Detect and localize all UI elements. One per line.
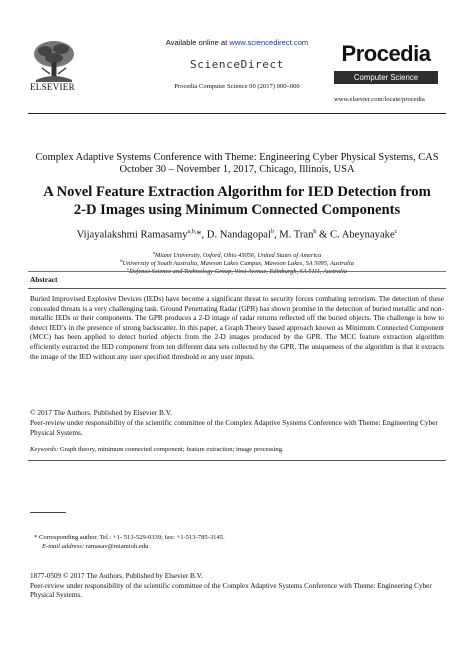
paper-title: [24, 183, 450, 219]
keywords-line: [30, 446, 444, 453]
abstract-heading-rule: [28, 288, 446, 289]
keywords-label: Keywords:: [30, 446, 59, 453]
author-separator: ,: [273, 229, 280, 241]
affiliation-text: Miami University, Oxford, Ohio 45056, United States of America: [154, 252, 322, 260]
procedia-url[interactable]: www.elsevier.com/locate/procedia: [334, 96, 425, 103]
email-footnote: [42, 543, 148, 550]
bottom-peer-review: Peer-review under responsibility of the scientific committee of the Complex Adaptive Systems Conference with Theme: Engineering Cyber Physical Systems.: [30, 582, 432, 600]
author-list: [24, 229, 450, 241]
email-label: E-mail address:: [42, 543, 85, 550]
author-name: C. Abeynayake: [329, 229, 395, 241]
conference-line-1: Complex Adaptive Systems Conference with Theme: Engineering Cyber Physical Systems, CAS: [35, 152, 439, 163]
abstract-bottom-rule: [28, 460, 446, 461]
conference-line-2: October 30 – November 1, 2017, Chicago, Illinois, USA: [119, 163, 355, 175]
elsevier-wordmark: ELSEVIER: [30, 82, 75, 92]
procedia-wordmark: Procedia: [341, 41, 431, 66]
procedia-subtitle-band: Computer Science: [334, 71, 438, 84]
affiliation-superscript: b: [120, 258, 123, 263]
affiliation-superscript: a: [152, 250, 155, 255]
available-online-label: Available online at: [165, 38, 230, 47]
footnote-rule: [30, 512, 66, 513]
title-line-1: A Novel Feature Extraction Algorithm for IED Detection from: [43, 184, 431, 200]
keywords-text: Graph theory, minimum connected component; feature extraction; image processing.: [58, 446, 284, 453]
abstract-copyright: © 2017 The Authors. Published by Elsevier B.V.: [30, 408, 172, 417]
abstract-heading: Abstract: [30, 275, 58, 284]
conference-info: [24, 152, 450, 175]
sciencedirect-title: ScienceDirect: [190, 58, 284, 71]
affiliation-superscript: c: [127, 266, 130, 271]
affiliation-text: Defence Science and Technology Group, West Avenue, Edinburgh, SA 5111, Australia: [129, 268, 347, 276]
author-name: Vijayalakshmi Ramasamy: [76, 229, 188, 241]
author-superscript: c: [394, 229, 398, 235]
abstract-body: Buried Improvised Explosive Devices (IEDs) have become a significant threat to security forces combating terrorism. The detection of these concealed threats is a very challenging task. Ground Penetrating Radar (GPR) has shown promise in the detection of buried metallic and non-metallic IEDs or their components. The GPR produces a 2-D image of radar returns reflected off the buried objects. The challenge is how to detect IED’s in the presence of strong backscatter. In this paper, a Graph Theory based approach known as Minimum Connected Component (MCC) has been applied to detect buried objects from the 2-D images produced by the GPR. The MCC feature extraction algorithm efficiently extracted the IED component from ten different data sets collected by the GPR. The uniqueness of the algorithm is that it extracts the image of the IED without any user specified threshold or any user inputs.: [30, 294, 444, 361]
abstract-top-rule: [28, 271, 446, 272]
sciencedirect-link[interactable]: www.sciencedirect.com: [229, 38, 309, 47]
corresponding-author-footnote: * Corresponding author. Tel.: +1- 513-529-0339; fax: +1-513-785-3145.: [34, 534, 225, 541]
author-superscript: a,b,: [187, 229, 197, 235]
author-superscript: b: [270, 229, 274, 235]
author-superscript: b: [313, 229, 317, 235]
author-name: M. Tran: [279, 229, 314, 241]
author-separator: *,: [196, 229, 207, 241]
affiliation-text: University of South Australia, Mawson Lakes Campus, Mawson Lakes, SA 5095, Australia: [122, 260, 354, 268]
header-rule: [28, 113, 446, 114]
author-separator: &: [316, 229, 330, 241]
email-address[interactable]: ramasav@miamioh.edu: [84, 543, 149, 550]
issn-line: 1877-0509 © 2017 The Authors. Published by Elsevier B.V.: [30, 572, 203, 580]
journal-citation: Procedia Computer Science 00 (2017) 000–000: [174, 83, 300, 90]
abstract-peer-review: Peer-review under responsibility of the scientific committee of the Complex Adaptive Systems Conference with Theme: Engineering Cyber Physical Systems.: [30, 418, 438, 437]
title-line-2: 2-D Images using Minimum Connected Components: [73, 202, 401, 218]
author-name: D. Nandagopal: [206, 229, 271, 241]
